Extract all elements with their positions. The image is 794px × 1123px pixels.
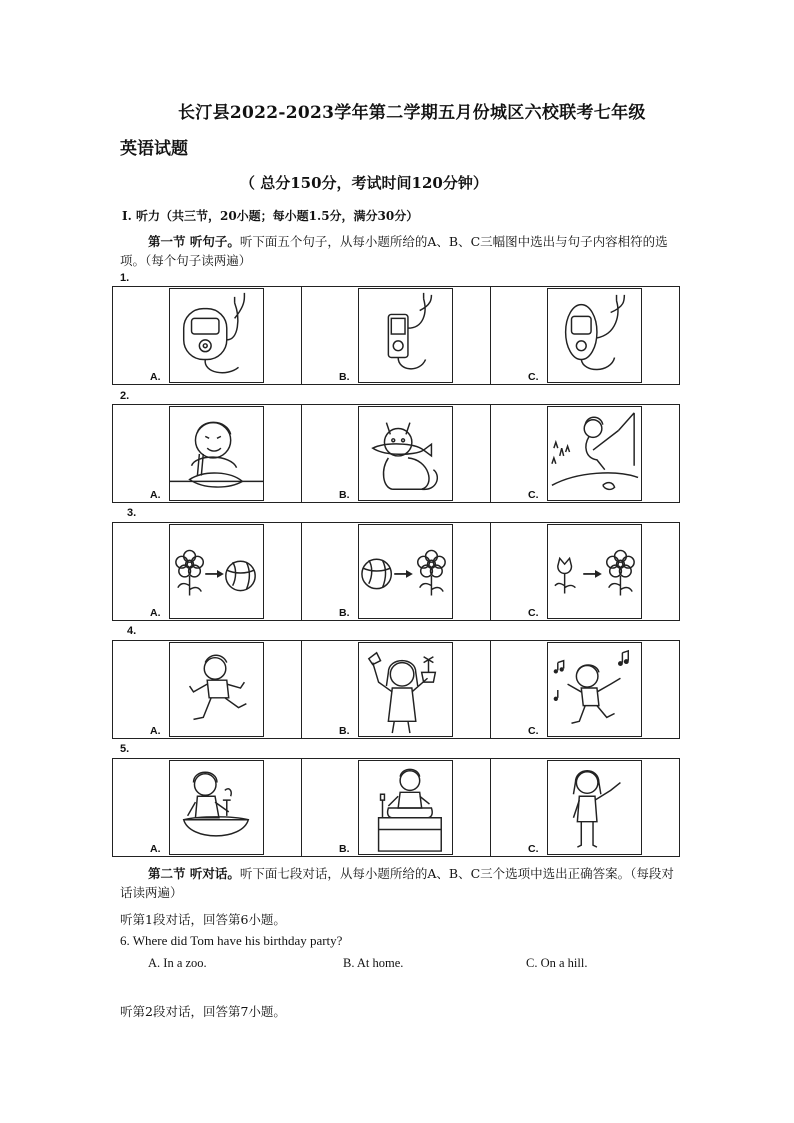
section1-instructions [120, 232, 676, 270]
option-cell[interactable] [491, 405, 679, 502]
question-number: 1. [120, 272, 130, 284]
option-label: C. [528, 607, 539, 619]
question-5-options [112, 758, 680, 857]
section2-instructions [120, 864, 676, 902]
girl-washing-icon [169, 760, 264, 855]
option-label: B. [339, 489, 350, 501]
exam-title-line1: 长汀县2022-2023学年第二学期五月份城区六校联考七年级 [178, 103, 646, 123]
question-4-options [112, 640, 680, 739]
option-cell[interactable] [113, 287, 302, 384]
girl-magic-icon [358, 642, 453, 737]
question-number: 2. [120, 390, 130, 402]
boy-kung-fu-icon [169, 642, 264, 737]
option-label: C. [528, 843, 539, 855]
option-label: B. [339, 607, 350, 619]
exam-title-line2: 英语试题 [120, 139, 188, 159]
boy-dancing-icon [547, 642, 642, 737]
part1-heading: Ⅰ. 听力（共三节，20小题；每小题1.5分，满分30分） [122, 209, 419, 223]
option-cell[interactable] [113, 759, 302, 856]
mp3-player-icon [547, 288, 642, 383]
question-2-options [112, 404, 680, 503]
option-cell[interactable] [113, 523, 302, 620]
option-label: C. [528, 725, 539, 737]
option-label: A. [150, 725, 161, 737]
option-cell[interactable] [491, 287, 679, 384]
option-cell[interactable] [491, 641, 679, 738]
option-cell[interactable] [491, 759, 679, 856]
flower-to-ball-icon [169, 524, 264, 619]
ball-to-flower-icon [358, 524, 453, 619]
boy-eating-fish-icon [169, 406, 264, 501]
option-label: C. [528, 371, 539, 383]
mp4-player-icon [358, 288, 453, 383]
option-cell[interactable] [302, 641, 491, 738]
question-number: 5. [120, 743, 130, 755]
option-cell[interactable] [302, 523, 491, 620]
boy-cooking-icon [358, 760, 453, 855]
question-number: 4. [127, 625, 137, 637]
option-label: B. [339, 371, 350, 383]
tulip-to-flower-icon [547, 524, 642, 619]
section1-label: 第一节 听句子。 [148, 234, 240, 249]
option-cell[interactable] [302, 287, 491, 384]
question-3-options [112, 522, 680, 621]
option-cell[interactable] [491, 523, 679, 620]
option-label: A. [150, 371, 161, 383]
q6-option-b[interactable]: B. At home. [343, 956, 404, 970]
option-label: A. [150, 489, 161, 501]
section1-text: 听下面五个句子，从每小题所给的A、B、C三幅图中选出与句子内容相符的选项。（每个句子读两遍） [120, 234, 668, 268]
option-label: C. [528, 489, 539, 501]
question-number: 3. [127, 507, 137, 519]
option-cell[interactable] [113, 641, 302, 738]
option-label: B. [339, 725, 350, 737]
question-6: 6. Where did Tom have his birthday party? [120, 933, 343, 948]
girl-pointing-icon [547, 760, 642, 855]
q6-option-a[interactable]: A. In a zoo. [148, 956, 207, 970]
option-cell[interactable] [302, 405, 491, 502]
section2-text: 听下面七段对话，从每小题所给的A、B、C三个选项中选出正确答案。（每段对话读两遍） [120, 866, 674, 900]
q6-option-c[interactable]: C. On a hill. [526, 956, 588, 970]
mp3-player-icon [169, 288, 264, 383]
option-label: A. [150, 843, 161, 855]
option-label: A. [150, 607, 161, 619]
option-label: B. [339, 843, 350, 855]
cat-with-fish-icon [358, 406, 453, 501]
option-cell[interactable] [113, 405, 302, 502]
exam-subtitle: （ 总分150分，考试时间120分钟） [240, 174, 488, 192]
question-1-options [112, 286, 680, 385]
dialog1-intro: 听第1段对话，回答第6小题。 [120, 912, 286, 927]
section2-label: 第二节 听对话。 [148, 866, 240, 881]
option-cell[interactable] [302, 759, 491, 856]
dialog2-intro: 听第2段对话，回答第7小题。 [120, 1004, 286, 1019]
boy-fishing-icon [547, 406, 642, 501]
